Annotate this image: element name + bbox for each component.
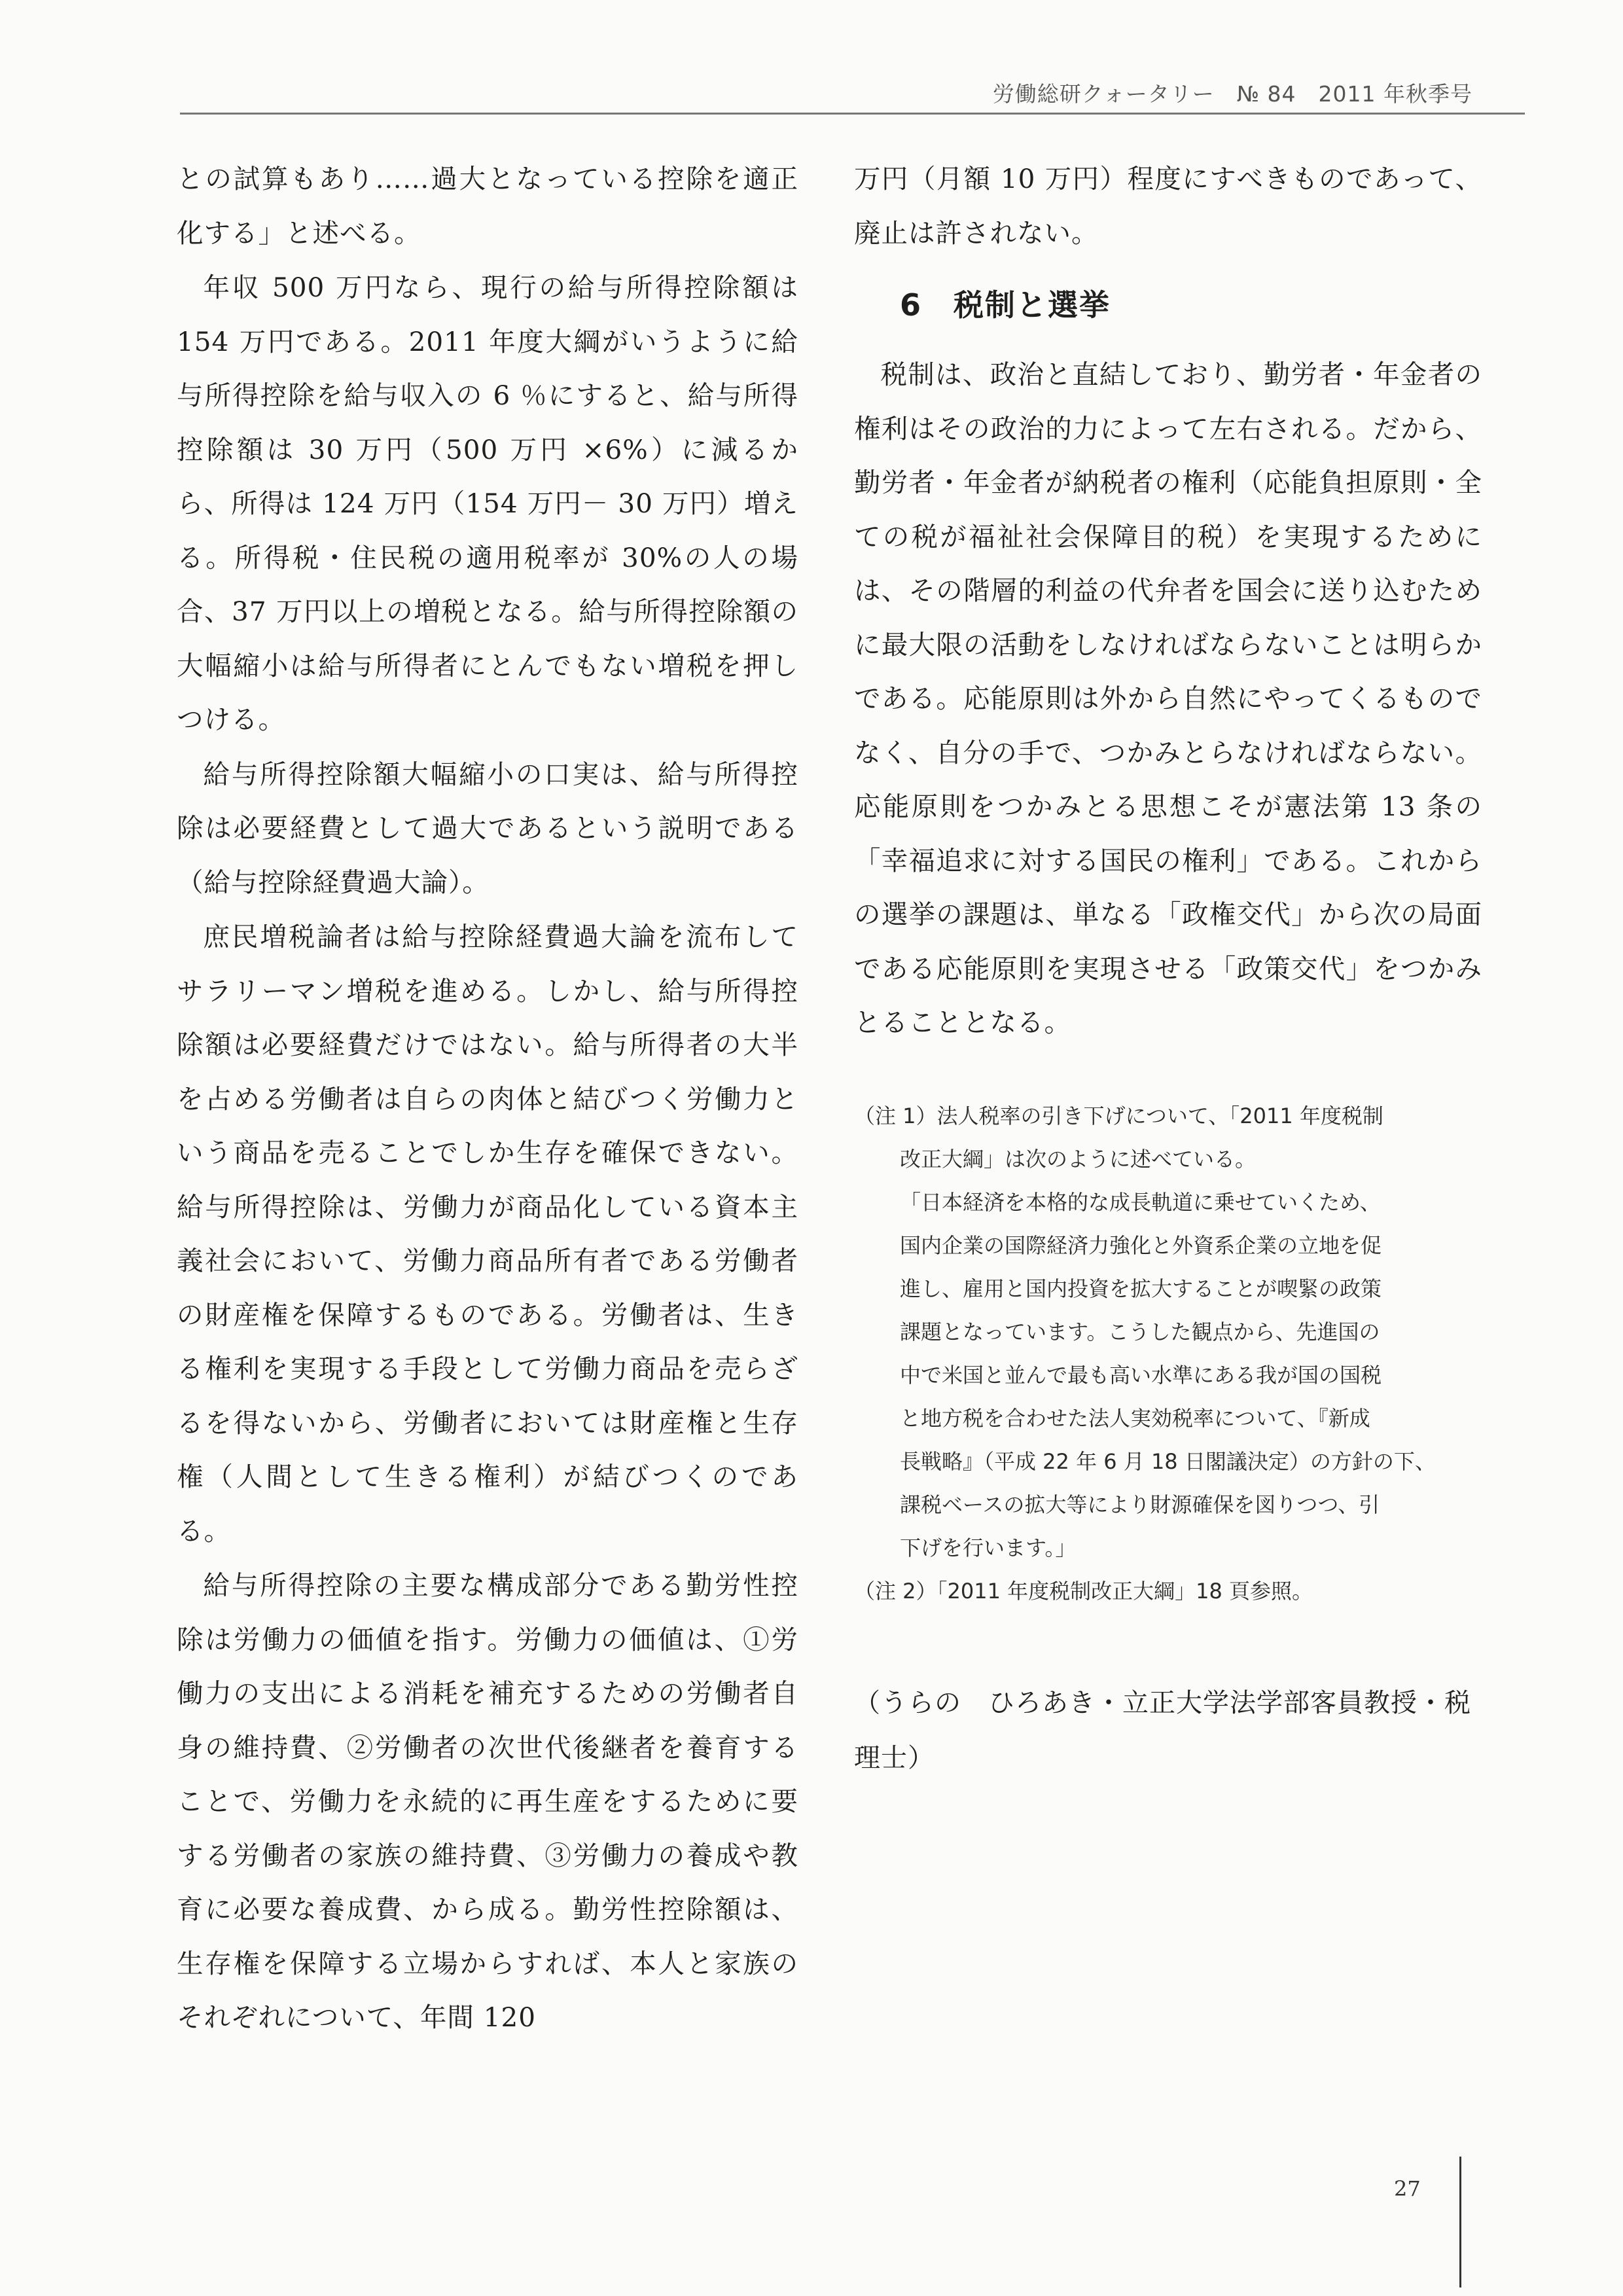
left-column (177, 152, 798, 2045)
footnote-1-continuation: 改正大綱」は次のように述べている。 (900, 1146, 1257, 1172)
body-paragraph: 年収 500 万円なら、現行の給与所得控除額は 154 万円である。2011 年度大綱がいうように給与所得控除を給与収入の 6 ％にすると、給与所得控除額は 30 万円（500 万円 ×6%）に減るから、所得は 124 万円（154 万円－ 30 万円）増える。所得税・住民税の適用税率が 30%の人の場合、37 万円以上の増税となる。給与所得控除額の大幅縮小は給与所得者にとんでもない増税を押しつける。 (177, 272, 798, 735)
footnote-1-quote-line: 課題となっています。こうした観点から、先進国の (900, 1319, 1380, 1344)
footnote-1-quote-line: 国内企業の国際経済力強化と外資系企業の立地を促 (900, 1232, 1382, 1258)
footnote-1-heading: （注 1）法人税率の引き下げについて、「2011 年度税制 (854, 1103, 1383, 1128)
body-paragraph: 庶民増税論者は給与控除経費過大論を流布してサラリーマン増税を進める。しかし、給与所得控除額は必要経費だけではない。給与所得者の大半を占める労働者は自らの肉体と結びつく労働力という商品を売ることでしか生存を確保できない。給与所得控除は、労働力が商品化している資本主義社会において、労働力商品所有者である労働者の財産権を保障するものである。労働者は、生きる権利を実現する手段として労働力商品を売らざるを得ないから、労働者においては財産権と生存権（人間として生きる権利）が結びつくのである。 (177, 921, 798, 1547)
footnote-1-quote-line: 下げを行います。」 (900, 1535, 1077, 1560)
footnotes (854, 1094, 1482, 1613)
right-column (854, 152, 1482, 1785)
body-paragraph: 給与所得控除の主要な構成部分である勤労性控除は労働力の価値を指す。労働力の価値は、①労働力の支出による消耗を補充するための労働者自身の維持費、②労働者の次世代後継者を養育することで、労働力を永続的に再生産をするために要する労働者の家族の維持費、③労働力の養成や教育に必要な養成費、から成る。勤労性控除額は、生存権を保障する立場からすれば、本人と家族のそれぞれについて、年間 120 (177, 1570, 798, 2033)
page-edge-mark (1459, 2157, 1461, 2287)
footnote-1-quote-line: 長戦略』（平成 22 年 6 月 18 日閣議決定）の方針の下、 (900, 1448, 1436, 1474)
footnote-1-quote-line: 中で米国と並んで最も高い水準にある我が国の国税 (900, 1362, 1382, 1388)
body-paragraph: との試算もあり……過大となっている控除を適正化する」と述べる。 (177, 163, 798, 249)
footnote-1-quote-line: 進し、雇用と国内投資を拡大することが喫緊の政策 (900, 1276, 1382, 1301)
body-paragraph: 給与所得控除額大幅縮小の口実は、給与所得控除は必要経費として過大であるという説明である（給与控除経費過大論）。 (177, 758, 798, 898)
header-rule (180, 113, 1525, 115)
running-header: 労働総研クォータリー № 84 2011 年秋季号 (992, 81, 1472, 107)
page-number: 27 (1394, 2176, 1421, 2201)
body-paragraph: 万円（月額 10 万円）程度にすべきものであって、廃止は許されない。 (854, 163, 1482, 249)
body-paragraph: 税制は、政治と直結しており、勤労者・年金者の権利はその政治的力によって左右される。だから、勤労者・年金者が納税者の権利（応能負担原則・全ての税が福祉社会保障目的税）を実現するためには、その階層的利益の代弁者を国会に送り込むために最大限の活動をしなければならないことは明らかである。応能原則は外から自然にやってくるものでなく、自分の手で、つかみとらなければならない。応能原則をつかみとる思想こそが憲法第 13 条の「幸福追求に対する国民の権利」である。これからの選挙の課題は、単なる「政権交代」から次の局面である応能原則を実現させる「政策交代」をつかみとることとなる。 (854, 359, 1482, 1038)
footnote-1-quote-line: 課税ベースの拡大等により財源確保を図りつつ、引 (900, 1492, 1380, 1517)
footnote-2: （注 2）「2011 年度税制改正大綱」18 頁参照。 (854, 1578, 1313, 1604)
footnote-1-quote-line: 「日本経済を本格的な成長軌道に乗せていくため、 (900, 1189, 1381, 1215)
author-line: （うらの ひろあき・立正大学法学部客員教授・税理士） (854, 1687, 1471, 1773)
footnote-1-quote-line: と地方税を合わせた法人実効税率について、『新成 (900, 1405, 1370, 1431)
section-heading: 6 税制と選挙 (900, 287, 1111, 323)
